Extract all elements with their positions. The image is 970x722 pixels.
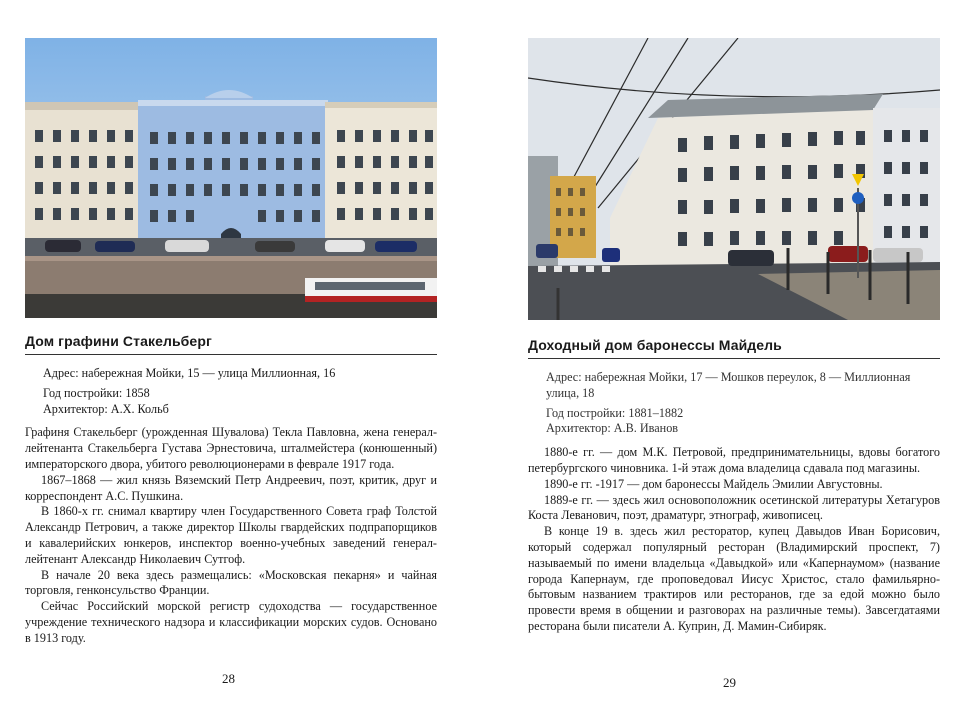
maydel-house-photo [528, 38, 940, 320]
paragraph: Графиня Стакельберг (урожденная Шувалова) Текла Павловна, жена генерал-лейтенанта Стакельберга Густава Эрнестовича, шталмейстера (конюшенный) императорского двора, убитого революционерами в феврале 1917 года. [25, 425, 437, 471]
address-line: Адрес: набережная Мойки, 15 — улица Миллионная, 16 [43, 366, 336, 380]
title-divider [25, 354, 437, 355]
paragraph: В начале 20 века здесь размещались: «Московская пекарня» и чайная торговля, генконсульство Франции. [25, 567, 437, 598]
right-page [485, 0, 970, 722]
paragraph: В конце 19 в. здесь жил ресторатор, купец Давыдов Иван Борисович, который содержал популярный ресторан (Владимирский проспект, 7) называемый по имени владельца «Давыдкой» или «Капернаумом» (название города Капернаум, где проповедовал Иисус Христос, стало фамильярно-бытовым названием трактиров или ресторанов, где за едой можно было провести время в общении и разговорах на различные темы). Завсегдатаями ресторана были писатели А. Куприн, Д. Мамин-Сибиряк. [528, 524, 940, 633]
page-number: 28 [222, 671, 235, 686]
paragraph: 1890-е гг. -1917 — дом баронессы Майдель Эмилии Августовны. [544, 476, 883, 491]
paragraph: Сейчас Российский морской регистр судоходства — государственное учреждение технического надзора и классификации морских судов. Основано в 1913 году. [25, 599, 437, 645]
year-line: Год постройки: 1881–1882 [546, 405, 684, 420]
article-body [528, 445, 940, 635]
article-text [25, 366, 437, 647]
page-number: 29 [723, 675, 736, 690]
year-line: Год постройки: 1858 [43, 385, 150, 400]
address-line: Адрес: набережная Мойки, 17 — Мошков переулок, 8 — Миллионная улица, 18 [546, 370, 911, 400]
article-title: Дом графини Стакельберг [25, 333, 212, 349]
stackelberg-house-photo [25, 38, 437, 318]
architect-line: Архитектор: А.В. Иванов [546, 421, 679, 436]
paragraph: 1867–1868 — жил князь Вяземский Петр Андреевич, поэт, критик, друг и корреспондент А.С. Пушкина. [25, 472, 437, 503]
architect-line: Архитектор: А.Х. Кольб [43, 401, 169, 416]
paragraph: 1889-е гг. — здесь жил основоположник осетинской литературы Хетагуров Коста Леванович, поэт, драматург, этнограф, живописец. [528, 492, 940, 523]
paragraph: В 1860-х гг. снимал квартиру член Государственного Совета граф Толстой Александр Петрович, а также директор Школы гвардейских подпрапорщиков и кавалерийских юнкеров, инспектор военно-учебных заведений генерал-лейтенант Александр Николаевич Сутгоф. [25, 504, 437, 566]
article-text [528, 370, 940, 635]
article-title: Доходный дом баронессы Майдель [528, 337, 782, 353]
article-body [25, 425, 437, 646]
paragraph: 1880-е гг. — дом М.К. Петровой, предпринимательницы, вдовы богатого петербургского чиновника. 1-й этаж дома владелица сдавала под магазины. [528, 445, 940, 475]
title-divider [528, 358, 940, 359]
